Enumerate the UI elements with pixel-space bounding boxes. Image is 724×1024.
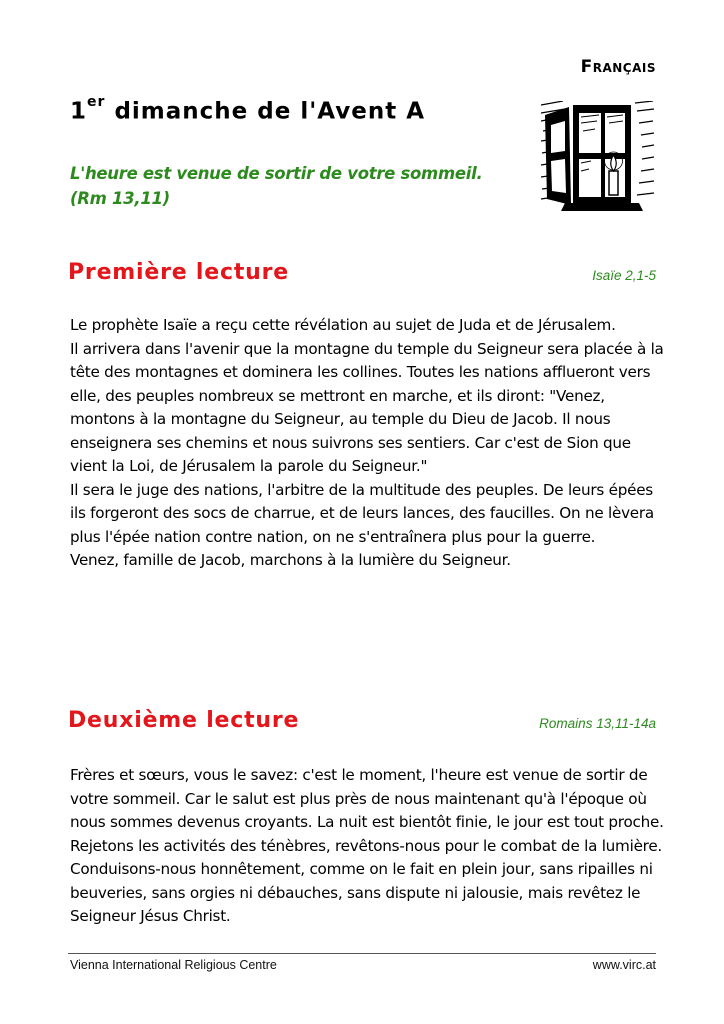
page-title <box>70 94 426 125</box>
second-reading-reference: Romains 13,11-14a <box>539 716 656 731</box>
footer-organization: Vienna International Religious Centre <box>70 958 277 972</box>
first-reading-reference: Isaïe 2,1-5 <box>592 268 656 283</box>
first-reading-text <box>70 314 670 573</box>
window-with-candle-icon <box>539 101 655 213</box>
motto <box>70 161 510 211</box>
footer-website[interactable]: www.virc.at <box>592 958 656 972</box>
paragraph: Il sera le juge des nations, l'arbitre de la multitude des peuples. De leurs épées ils forgeront des socs de charrue, et de leurs lances, des faucilles. On ne lèvera plus l'épée nation contre nation, on ne s'entraînera plus pour la guerre. <box>70 480 654 546</box>
motto-quote: L'heure est venue de sortir de votre sommeil. <box>70 164 483 183</box>
footer-divider <box>68 953 656 954</box>
paragraph: Frères et sœurs, vous le savez: c'est le moment, l'heure est venue de sortir de votre sommeil. Car le salut est plus près de nous maintenant qu'à l'époque où nous sommes devenus croyants. La nuit est bientôt finie, le jour est tout proche. Rejetons les activités des ténèbres, revêtons-nous pour le combat de la lumière. Conduisons-nous honnêtement, comme on le fait en plein jour, sans ripailles ni beuveries, sans orgies ni débauches, sans dispute ni jalousie, mais revêtez le Seigneur Jésus Christ. <box>70 766 664 925</box>
title-superscript: er <box>87 94 106 110</box>
second-reading-heading: Deuxième lecture <box>68 708 300 733</box>
paragraph: Le prophète Isaïe a reçu cette révélation au sujet de Juda et de Jérusalem. <box>70 316 616 334</box>
paragraph: Il arrivera dans l'avenir que la montagne du temple du Seigneur sera placée à la tête des montagnes et dominera les collines. Toutes les nations afflueront vers elle, des peuples nombreux se mettront en marche, et ils diront: "Venez, montons à la montagne du Seigneur, au temple du Dieu de Jacob. Il nous enseignera ses chemins et nous suivrons ses sentiers. Car c'est de Sion que vient la Loi, de Jérusalem la parole du Seigneur." <box>70 339 664 475</box>
title-text: dimanche de l'Avent A <box>114 98 426 125</box>
motto-citation: (Rm 13,11) <box>70 189 170 208</box>
title-number: 1 <box>70 98 88 125</box>
paragraph: Venez, famille de Jacob, marchons à la lumière du Seigneur. <box>70 551 511 569</box>
first-reading-heading: Première lecture <box>68 260 289 285</box>
language-label: Français <box>580 57 656 77</box>
second-reading-text <box>70 764 670 929</box>
